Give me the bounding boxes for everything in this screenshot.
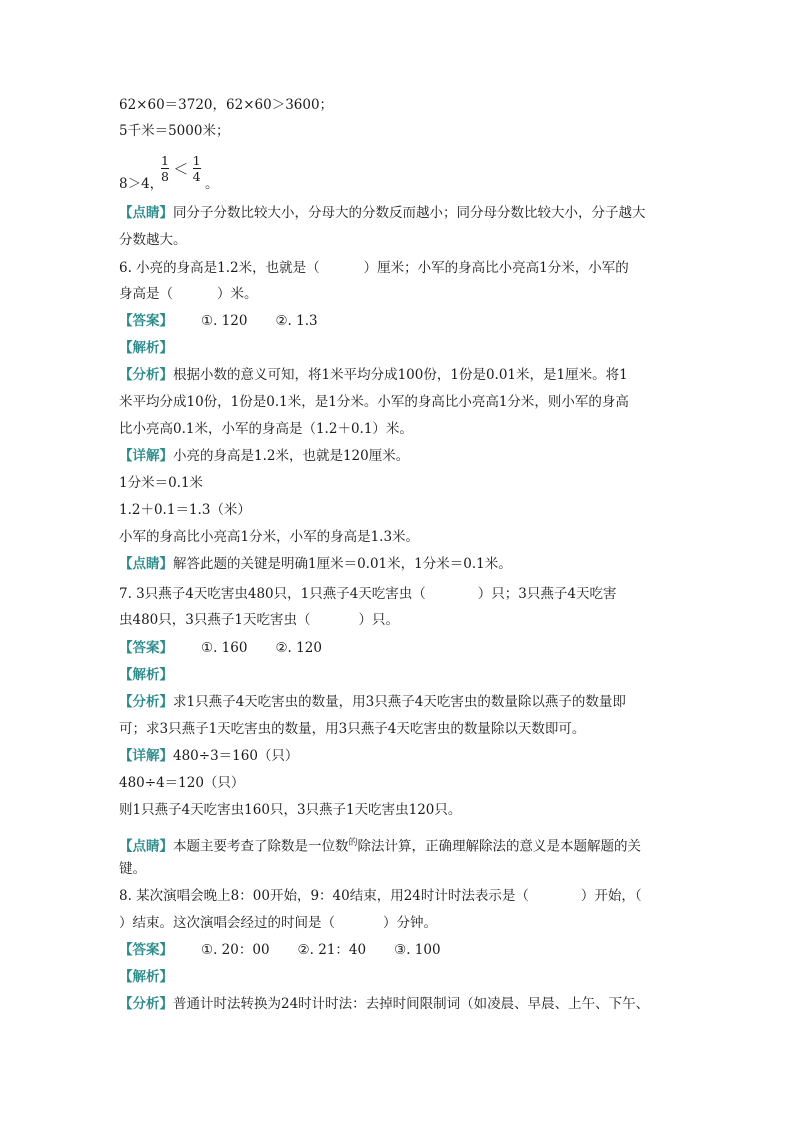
answer-line: 【答案】 ①. 20：00 ②. 21：40 ③. 100 bbox=[119, 942, 441, 958]
text-line: 米平均分成10份，1份是0.1米，是1分米。小军的身高比小亮高1分米，则小军的身高 bbox=[119, 394, 629, 410]
fraction-comparison bbox=[161, 153, 201, 184]
tag-daan: 【答案】 bbox=[119, 640, 173, 656]
tag-dianjing: 【点睛】 bbox=[119, 556, 173, 572]
tag-daan: 【答案】 bbox=[119, 313, 173, 329]
text-line: 可；求3只燕子1天吃害虫的数量，用3只燕子4天吃害虫的数量除以天数即可。 bbox=[119, 721, 586, 737]
text-line: 键。 bbox=[119, 861, 146, 877]
text-line: 分数越大。 bbox=[119, 232, 187, 248]
text-line: 【点睛】本题主要考查了除数是一位数$^的$除法计算，正确理解除法的意义是本题解题的关 bbox=[119, 838, 642, 855]
text-line: 【点睛】同分子分数比较大小，分母大的分数反而越小；同分母分数比较大小，分子越大 bbox=[119, 205, 646, 221]
tag-jiexi: 【解析】 bbox=[119, 969, 173, 985]
tag-daan: 【答案】 bbox=[119, 942, 173, 958]
text-line: 1分米＝0.1米 bbox=[119, 475, 204, 491]
text-line: 62×60＝3720，62×60＞3600； bbox=[119, 97, 334, 113]
tag-fenxi: 【分析】 bbox=[119, 996, 173, 1012]
fraction: $\frac{1}{4}$ bbox=[192, 153, 201, 184]
period: 。 bbox=[205, 176, 219, 192]
text-line bbox=[119, 338, 173, 358]
question-8: 8. 某次演唱会晚上8：00开始，9：40结束，用24时计时法表示是（ ）开始，（ bbox=[119, 888, 642, 904]
fraction: $\frac{1}{8}$ bbox=[161, 153, 169, 184]
tag-jiexi: 【解析】 bbox=[119, 340, 173, 356]
text-line: 【分析】根据小数的意义可知，将1米平均分成100份，1份是0.01米，是1厘米。将1 bbox=[119, 367, 628, 383]
tag-fenxi: 【分析】 bbox=[119, 694, 173, 710]
tag-xiangjie: 【详解】 bbox=[119, 748, 173, 764]
tag-jiexi: 【解析】 bbox=[119, 667, 173, 683]
text-line: 480÷4＝120（只） bbox=[119, 775, 245, 791]
text-line: 则1只燕子4天吃害虫160只，3只燕子1天吃害虫120只。 bbox=[119, 802, 462, 818]
text-line: 1.2＋0.1＝1.3（米） bbox=[119, 502, 251, 518]
tag-dianjing: 【点睛】 bbox=[119, 205, 173, 221]
question-7: 7. 3只燕子4天吃害虫480只，1只燕子4天吃害虫（ ）只；3只燕子4天吃害 bbox=[119, 586, 617, 602]
text-line: 【详解】小亮的身高是1.2米，也就是120厘米。 bbox=[119, 448, 410, 464]
text-line: 【详解】480÷3＝160（只） bbox=[119, 748, 299, 764]
question-6: 6. 小亮的身高是1.2米，也就是（ ）厘米；小军的身高比小亮高1分米，小军的 bbox=[119, 260, 629, 276]
text-line: 8＞4， bbox=[119, 176, 164, 192]
text-line: 身高是（ ）米。 bbox=[119, 286, 258, 302]
text-line: 虫480只，3只燕子1天吃害虫（ ）只。 bbox=[119, 612, 399, 628]
text-line: 【分析】普通计时法转换为24时计时法：去掉时间限制词（如凌晨、早晨、上午、下午、 bbox=[119, 996, 650, 1012]
answer-line: 【答案】 ①. 160 ②. 120 bbox=[119, 640, 322, 656]
tag-fenxi: 【分析】 bbox=[119, 367, 173, 383]
text-line: 5千米＝5000米； bbox=[119, 123, 230, 139]
answer-line: 【答案】 ①. 120 ②. 1.3 bbox=[119, 313, 318, 329]
text-line: 小军的身高比小亮高1分米，小军的身高是1.3米。 bbox=[119, 529, 420, 545]
less-than-sign: ＜ bbox=[173, 160, 189, 178]
text-line: ）结束。这次演唱会经过的时间是（ ）分钟。 bbox=[119, 915, 437, 931]
text-line bbox=[119, 967, 173, 987]
text-line bbox=[119, 665, 173, 685]
tag-dianjing: 【点睛】 bbox=[119, 838, 173, 855]
text-line: 比小亮高0.1米，小军的身高是（1.2＋0.1）米。 bbox=[119, 421, 413, 437]
text-line: 【点睛】解答此题的关键是明确1厘米＝0.01米，1分米＝0.1米。 bbox=[119, 556, 512, 572]
tag-xiangjie: 【详解】 bbox=[119, 448, 173, 464]
text-line: 【分析】求1只燕子4天吃害虫的数量，用3只燕子4天吃害虫的数量除以燕子的数量即 bbox=[119, 694, 626, 710]
